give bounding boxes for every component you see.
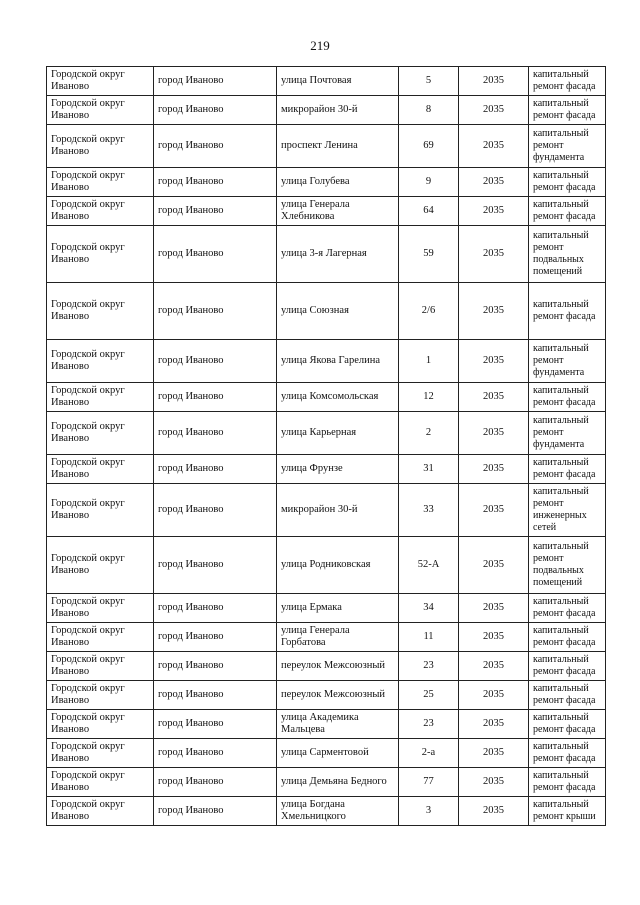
house-number-cell: 12 <box>399 383 459 412</box>
house-number-cell: 8 <box>399 96 459 125</box>
work-type-cell: капитальный ремонт крыши <box>529 797 606 826</box>
street-cell: проспект Ленина <box>277 125 399 168</box>
year-cell: 2035 <box>459 484 529 537</box>
street-cell: переулок Межсоюзный <box>277 681 399 710</box>
housing-repair-table <box>46 66 606 826</box>
okrug-cell: Городской округ Иваново <box>47 537 154 594</box>
year-cell: 2035 <box>459 768 529 797</box>
year-cell: 2035 <box>459 197 529 226</box>
house-number-cell: 11 <box>399 623 459 652</box>
year-cell: 2035 <box>459 537 529 594</box>
work-type-cell: капитальный ремонт фасада <box>529 768 606 797</box>
work-type-cell: капитальный ремонт фасада <box>529 96 606 125</box>
city-cell: город Иваново <box>154 739 277 768</box>
city-cell: город Иваново <box>154 710 277 739</box>
work-type-cell: капитальный ремонт фасада <box>529 168 606 197</box>
okrug-cell: Городской округ Иваново <box>47 168 154 197</box>
street-cell: микрорайон 30-й <box>277 96 399 125</box>
table-row <box>47 537 606 594</box>
okrug-cell: Городской округ Иваново <box>47 383 154 412</box>
house-number-cell: 9 <box>399 168 459 197</box>
okrug-cell: Городской округ Иваново <box>47 484 154 537</box>
house-number-cell: 77 <box>399 768 459 797</box>
city-cell: город Иваново <box>154 768 277 797</box>
house-number-cell: 31 <box>399 455 459 484</box>
year-cell: 2035 <box>459 455 529 484</box>
city-cell: город Иваново <box>154 681 277 710</box>
year-cell: 2035 <box>459 340 529 383</box>
work-type-cell: капитальный ремонт фасада <box>529 710 606 739</box>
house-number-cell: 34 <box>399 594 459 623</box>
city-cell: город Иваново <box>154 96 277 125</box>
house-number-cell: 5 <box>399 67 459 96</box>
okrug-cell: Городской округ Иваново <box>47 768 154 797</box>
table-row <box>47 67 606 96</box>
city-cell: город Иваново <box>154 455 277 484</box>
street-cell: микрорайон 30-й <box>277 484 399 537</box>
year-cell: 2035 <box>459 96 529 125</box>
city-cell: город Иваново <box>154 283 277 340</box>
street-cell: улица Генерала Хлебникова <box>277 197 399 226</box>
street-cell: улица Якова Гарелина <box>277 340 399 383</box>
okrug-cell: Городской округ Иваново <box>47 197 154 226</box>
city-cell: город Иваново <box>154 484 277 537</box>
okrug-cell: Городской округ Иваново <box>47 67 154 96</box>
work-type-cell: капитальный ремонт фундамента <box>529 340 606 383</box>
work-type-cell: капитальный ремонт фасада <box>529 197 606 226</box>
street-cell: улица Родниковская <box>277 537 399 594</box>
table-row <box>47 594 606 623</box>
work-type-cell: капитальный ремонт фасада <box>529 383 606 412</box>
year-cell: 2035 <box>459 283 529 340</box>
work-type-cell: капитальный ремонт фасада <box>529 652 606 681</box>
table-row <box>47 125 606 168</box>
city-cell: город Иваново <box>154 652 277 681</box>
table-row <box>47 652 606 681</box>
city-cell: город Иваново <box>154 125 277 168</box>
street-cell: улица Комсомольская <box>277 383 399 412</box>
city-cell: город Иваново <box>154 168 277 197</box>
okrug-cell: Городской округ Иваново <box>47 283 154 340</box>
okrug-cell: Городской округ Иваново <box>47 412 154 455</box>
table-row <box>47 412 606 455</box>
okrug-cell: Городской округ Иваново <box>47 797 154 826</box>
house-number-cell: 33 <box>399 484 459 537</box>
table-row <box>47 710 606 739</box>
work-type-cell: капитальный ремонт инженерных сетей <box>529 484 606 537</box>
year-cell: 2035 <box>459 739 529 768</box>
house-number-cell: 69 <box>399 125 459 168</box>
work-type-cell: капитальный ремонт фундамента <box>529 125 606 168</box>
okrug-cell: Городской округ Иваново <box>47 739 154 768</box>
year-cell: 2035 <box>459 623 529 652</box>
year-cell: 2035 <box>459 710 529 739</box>
table-row <box>47 455 606 484</box>
street-cell: улица Генерала Горбатова <box>277 623 399 652</box>
city-cell: город Иваново <box>154 797 277 826</box>
table-row <box>47 623 606 652</box>
city-cell: город Иваново <box>154 623 277 652</box>
work-type-cell: капитальный ремонт фасада <box>529 594 606 623</box>
table-row <box>47 340 606 383</box>
street-cell: переулок Межсоюзный <box>277 652 399 681</box>
work-type-cell: капитальный ремонт фасада <box>529 283 606 340</box>
street-cell: улица Голубева <box>277 168 399 197</box>
okrug-cell: Городской округ Иваново <box>47 340 154 383</box>
year-cell: 2035 <box>459 652 529 681</box>
year-cell: 2035 <box>459 226 529 283</box>
table-row <box>47 226 606 283</box>
okrug-cell: Городской округ Иваново <box>47 681 154 710</box>
work-type-cell: капитальный ремонт фасада <box>529 455 606 484</box>
year-cell: 2035 <box>459 681 529 710</box>
table-row <box>47 383 606 412</box>
house-number-cell: 2/6 <box>399 283 459 340</box>
table-row <box>47 681 606 710</box>
okrug-cell: Городской округ Иваново <box>47 652 154 681</box>
table-row <box>47 168 606 197</box>
work-type-cell: капитальный ремонт фасада <box>529 681 606 710</box>
city-cell: город Иваново <box>154 383 277 412</box>
house-number-cell: 59 <box>399 226 459 283</box>
table-row <box>47 96 606 125</box>
okrug-cell: Городской округ Иваново <box>47 710 154 739</box>
table-row <box>47 484 606 537</box>
house-number-cell: 23 <box>399 652 459 681</box>
city-cell: город Иваново <box>154 226 277 283</box>
okrug-cell: Городской округ Иваново <box>47 226 154 283</box>
street-cell: улица Карьерная <box>277 412 399 455</box>
street-cell: улица Ермака <box>277 594 399 623</box>
year-cell: 2035 <box>459 412 529 455</box>
house-number-cell: 3 <box>399 797 459 826</box>
table-row <box>47 768 606 797</box>
house-number-cell: 2-а <box>399 739 459 768</box>
table-row <box>47 197 606 226</box>
city-cell: город Иваново <box>154 67 277 96</box>
okrug-cell: Городской округ Иваново <box>47 125 154 168</box>
work-type-cell: капитальный ремонт подвальных помещений <box>529 537 606 594</box>
table-row <box>47 283 606 340</box>
year-cell: 2035 <box>459 797 529 826</box>
city-cell: город Иваново <box>154 594 277 623</box>
year-cell: 2035 <box>459 383 529 412</box>
street-cell: улица Демьяна Бедного <box>277 768 399 797</box>
year-cell: 2035 <box>459 594 529 623</box>
house-number-cell: 23 <box>399 710 459 739</box>
work-type-cell: капитальный ремонт фасада <box>529 623 606 652</box>
work-type-cell: капитальный ремонт фасада <box>529 739 606 768</box>
street-cell: улица Академика Мальцева <box>277 710 399 739</box>
house-number-cell: 52-А <box>399 537 459 594</box>
street-cell: улица Фрунзе <box>277 455 399 484</box>
okrug-cell: Городской округ Иваново <box>47 623 154 652</box>
city-cell: город Иваново <box>154 412 277 455</box>
city-cell: город Иваново <box>154 537 277 594</box>
year-cell: 2035 <box>459 67 529 96</box>
city-cell: город Иваново <box>154 197 277 226</box>
okrug-cell: Городской округ Иваново <box>47 594 154 623</box>
city-cell: город Иваново <box>154 340 277 383</box>
street-cell: улица 3-я Лагерная <box>277 226 399 283</box>
street-cell: улица Союзная <box>277 283 399 340</box>
house-number-cell: 64 <box>399 197 459 226</box>
year-cell: 2035 <box>459 168 529 197</box>
okrug-cell: Городской округ Иваново <box>47 96 154 125</box>
year-cell: 2035 <box>459 125 529 168</box>
page-number: 219 <box>310 38 330 53</box>
table-row <box>47 739 606 768</box>
street-cell: улица Сарментовой <box>277 739 399 768</box>
work-type-cell: капитальный ремонт фасада <box>529 67 606 96</box>
house-number-cell: 2 <box>399 412 459 455</box>
street-cell: улица Почтовая <box>277 67 399 96</box>
house-number-cell: 25 <box>399 681 459 710</box>
okrug-cell: Городской округ Иваново <box>47 455 154 484</box>
work-type-cell: капитальный ремонт подвальных помещений <box>529 226 606 283</box>
table-row <box>47 797 606 826</box>
house-number-cell: 1 <box>399 340 459 383</box>
street-cell: улица Богдана Хмельницкого <box>277 797 399 826</box>
work-type-cell: капитальный ремонт фундамента <box>529 412 606 455</box>
